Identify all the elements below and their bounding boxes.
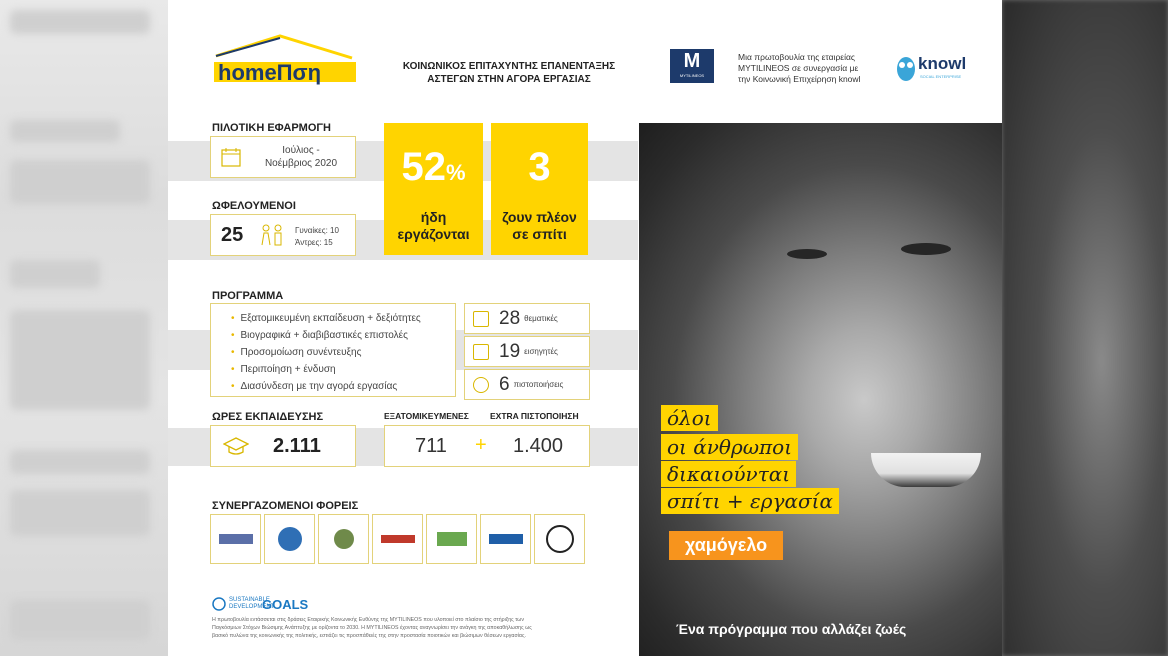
homepsi-logo [212,30,358,86]
training-heading: ΩΡΕΣ ΕΚΠΑΙΔΕΥΣΗΣ [212,411,324,423]
partner-logo-5 [426,514,477,564]
beneficiaries-heading: ΩΦΕΛΟΥΜΕΝΟΙ [212,200,296,212]
topics-counter: 28 θεματικές [464,303,590,334]
program-item: • Βιογραφικά + διαβιβαστικές επιστολές [231,330,408,341]
blurred-background-left [0,0,168,656]
mytilineos-m-icon: M [683,50,701,72]
people-icon [259,224,285,246]
partner-logo-3 [318,514,369,564]
calendar-icon [221,147,241,167]
book-icon [473,311,489,327]
certifications-counter: 6 πιστοποιήσεις [464,369,590,400]
slogan-line: δικαιούνται [661,461,796,487]
smile-tag: χαμόγελο [669,531,783,560]
infographic-poster [168,0,1002,656]
partners-heading: ΣΥΝΕΡΓΑΖΟΜΕΝΟΙ ΦΟΡΕΙΣ [212,500,359,512]
training-total-box: 2.111 [210,425,356,467]
initiative-text: Μια πρωτοβουλία της εταιρείας MYTILINEOS σε συνεργασία με την Κοινωνική Επιχείρηση knowl [738,52,861,84]
partner-logo-1 [210,514,261,564]
program-list [210,303,456,397]
header-title: ΚΟΙΝΩΝΙΚΟΣ ΕΠΙΤΑΧΥΝΤΗΣ ΕΠΑΝΕΝΤΑΞΗΣ ΑΣΤΕΓΩΝ ΣΤΗΝ ΑΓΟΡΑ ΕΡΓΑΣΙΑΣ [402,61,616,85]
footer-note: Η πρωτοβουλία εντάσσεται στις δράσεις Εταιρικής Κοινωνικής Ευθύνης της MYTILINEOS που υλοποιεί στο πλαίσιο της στήριξης των Παγκόσμιων Στόχων Βιώσιμης Ανάπτυξης με ορίζοντα το 2030. Η MYTILINEOS έχοντας αναγνωρίσει την ανάγκη της αποκαθήλωσης ως βασικό πυλώνα της κοινωνικής της πολιτικής, εστιάζει τις προσπάθειές της στην προστασία ποιοτικών και βιώσιμων θέσεων εργασίας. [212,617,532,639]
un-globe-icon [212,597,226,611]
extra-certification-heading: EXTRA ΠΙΣΤΟΠΟΙΗΣΗ [490,411,579,421]
speakers-counter: 19 εισηγητές [464,336,590,367]
smile-shape [871,453,981,487]
medal-icon [473,377,489,393]
mytilineos-logo: M MYTILINEOS [670,49,714,83]
partner-logo-6 [480,514,531,564]
program-heading: ΠΡΟΓΡΑΜΜΑ [212,290,284,302]
pilot-box: Ιούλιος - Νοέμβριος 2020 [210,136,356,178]
program-item: • Διασύνδεση με την αγορά εργασίας [231,381,398,392]
program-item: • Περιποίηση + ένδυση [231,364,336,375]
eye-shape [901,243,951,255]
training-breakdown-box: 711 + 1.400 [384,425,590,467]
sdg-logo: SUSTAINABLE DEVELOPMENT GOALS [212,596,308,612]
slogan-line: σπίτι + εργασία [661,488,839,514]
beneficiaries-box: 25 Γυναίκες: 10 Άντρες: 15 [210,214,356,256]
program-item: • Εξατομικευμένη εκπαίδευση + δεξιότητες [231,313,421,324]
speaker-icon [473,344,489,360]
partner-logo-2 [264,514,315,564]
slogan-line: οι άνθρωποι [661,434,798,460]
graduation-cap-icon [223,436,249,456]
logo-text: homeΠση [218,60,322,85]
pilot-heading: ΠΙΛΟΤΙΚΗ ΕΦΑΡΜΟΓΗ [212,122,331,134]
program-item: • Προσομοίωση συνέντευξης [231,347,362,358]
blurred-background-right [1002,0,1168,656]
photo-caption: Ένα πρόγραμμα που αλλάζει ζωές [676,621,907,637]
partner-logo-7 [534,514,585,564]
personalized-heading: ΕΞΑΤΟΜΙΚΕΥΜΕΝΕΣ [384,411,469,421]
owl-icon [896,54,916,82]
partner-logo-4 [372,514,423,564]
slogan-line: όλοι [661,405,718,431]
employed-stat-card: 52% ήδη εργάζονται [384,123,483,255]
knowl-logo: knowl SOCIAL ENTERPRISE [896,52,976,84]
housed-stat-card: 3 ζουν πλέον σε σπίτι [491,123,588,255]
eye-shape [787,249,827,259]
smiling-woman-photo [639,123,1002,656]
